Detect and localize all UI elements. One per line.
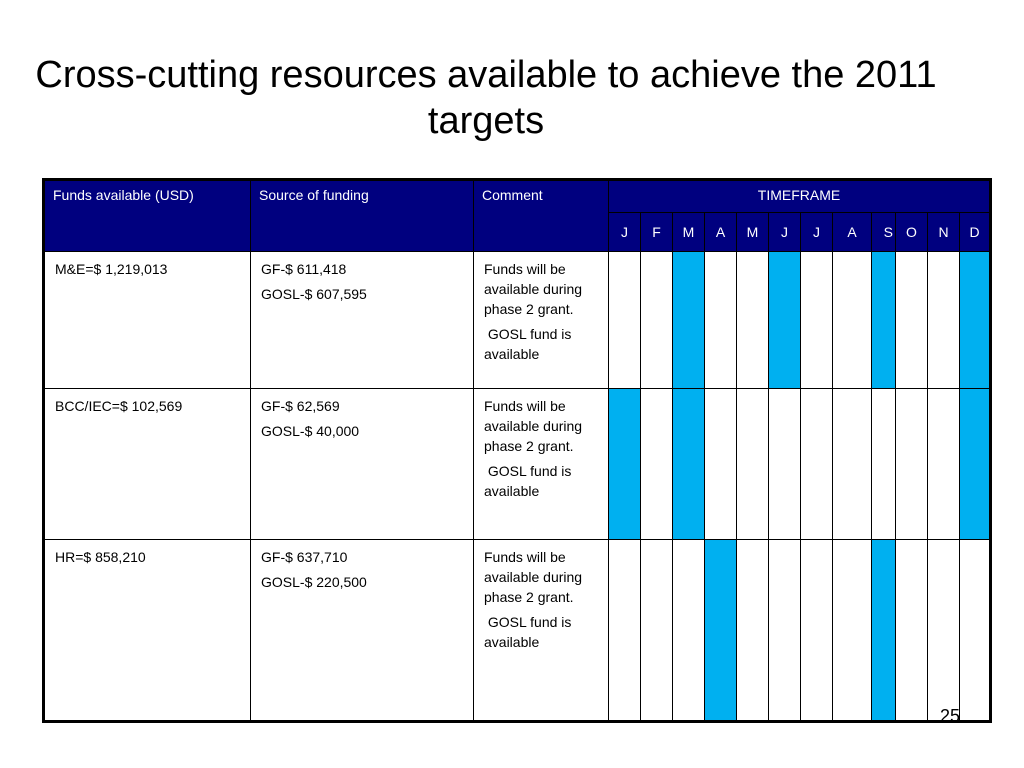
month-cell xyxy=(801,252,833,389)
month-cell xyxy=(801,389,833,540)
title-line-1: Cross-cutting resources available to achieve the 2011 xyxy=(35,54,937,96)
month-header: O xyxy=(896,213,928,252)
table-row xyxy=(44,389,991,540)
comment-text: Funds will be available during phase 2 grant. xyxy=(484,549,583,605)
source-gf: GF-$ 611,418 xyxy=(261,261,347,277)
month-cell xyxy=(896,389,928,540)
month-header: N xyxy=(928,213,960,252)
month-cell xyxy=(673,252,705,389)
month-header: M xyxy=(673,213,705,252)
month-cell xyxy=(769,252,801,389)
month-cell xyxy=(769,389,801,540)
month-cell xyxy=(872,540,896,722)
month-cell xyxy=(769,540,801,722)
month-cell xyxy=(801,540,833,722)
comment-text: Funds will be available during phase 2 grant. xyxy=(484,261,583,317)
title-line-2: targets xyxy=(427,100,545,142)
month-cell xyxy=(641,252,673,389)
table-row xyxy=(44,252,991,389)
month-cell xyxy=(833,252,872,389)
month-cell xyxy=(641,540,673,722)
source-gosl: GOSL-$ 607,595 xyxy=(261,286,367,302)
funds-cell: BCC/IEC=$ 102,569 xyxy=(44,389,251,540)
source-cell xyxy=(251,540,474,722)
month-header: S xyxy=(872,213,896,252)
month-cell xyxy=(705,252,737,389)
month-cell xyxy=(833,389,872,540)
month-header: J xyxy=(801,213,833,252)
source-gosl: GOSL-$ 40,000 xyxy=(261,423,360,439)
comment-text: GOSL fund is available xyxy=(484,463,576,499)
comment-cell xyxy=(474,252,609,389)
month-header: F xyxy=(641,213,673,252)
month-header: M xyxy=(737,213,769,252)
source-gf: GF-$ 637,710 xyxy=(261,549,348,565)
source-gosl: GOSL-$ 220,500 xyxy=(261,574,367,590)
comment-text: GOSL fund is available xyxy=(484,326,576,362)
source-cell xyxy=(251,252,474,389)
month-cell xyxy=(872,389,896,540)
month-cell xyxy=(609,540,641,722)
funds-cell: M&E=$ 1,219,013 xyxy=(44,252,251,389)
month-cell xyxy=(960,389,991,540)
comment-cell xyxy=(474,389,609,540)
source-gf: GF-$ 62,569 xyxy=(261,398,340,414)
header-source: Source of funding xyxy=(251,180,474,252)
month-cell xyxy=(609,389,641,540)
page-number: 25 xyxy=(940,706,961,726)
funding-table xyxy=(42,178,992,723)
comment-text: GOSL fund is available xyxy=(484,614,576,650)
comment-text: Funds will be available during phase 2 grant. xyxy=(484,398,583,454)
month-header: A xyxy=(705,213,737,252)
month-cell xyxy=(737,389,769,540)
comment-cell xyxy=(474,540,609,722)
slide-title xyxy=(0,52,972,144)
month-cell xyxy=(928,252,960,389)
month-header: A xyxy=(833,213,872,252)
month-cell xyxy=(641,389,673,540)
month-cell xyxy=(872,252,896,389)
month-cell xyxy=(705,540,737,722)
header-comment: Comment xyxy=(474,180,609,252)
month-cell xyxy=(673,540,705,722)
month-cell xyxy=(705,389,737,540)
month-cell xyxy=(833,540,872,722)
month-header: D xyxy=(960,213,991,252)
month-header: J xyxy=(769,213,801,252)
header-timeframe: TIMEFRAME xyxy=(609,180,991,213)
month-cell xyxy=(609,252,641,389)
month-cell xyxy=(673,389,705,540)
funds-cell: HR=$ 858,210 xyxy=(44,540,251,722)
month-cell xyxy=(896,252,928,389)
month-header: J xyxy=(609,213,641,252)
month-cell xyxy=(928,389,960,540)
table-row xyxy=(44,540,991,722)
month-cell xyxy=(737,252,769,389)
header-funds: Funds available (USD) xyxy=(44,180,251,252)
month-cell xyxy=(960,540,991,722)
source-cell xyxy=(251,389,474,540)
month-cell xyxy=(896,540,928,722)
month-cell xyxy=(928,540,960,722)
month-cell xyxy=(737,540,769,722)
month-cell xyxy=(960,252,991,389)
